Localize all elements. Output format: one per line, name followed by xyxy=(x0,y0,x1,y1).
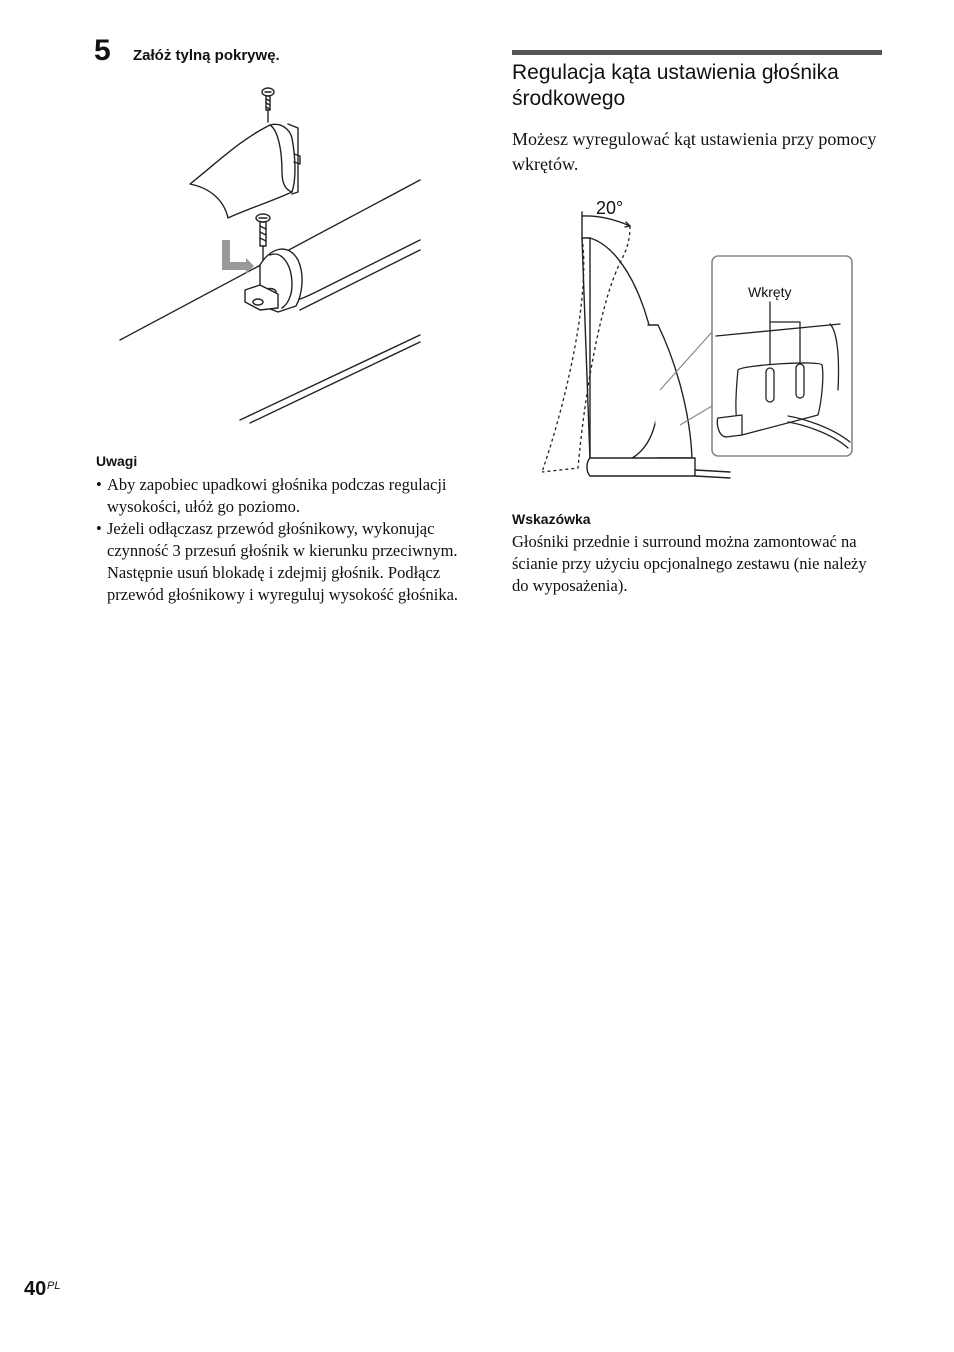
section-intro: Możesz wyregulować kąt ustawienia przy pomocy wkrętów. xyxy=(512,129,877,174)
page-number: 40 xyxy=(24,1278,47,1300)
list-item xyxy=(96,518,476,606)
notes-list xyxy=(96,474,476,606)
bullet: • xyxy=(96,519,102,538)
section-rule xyxy=(512,50,882,55)
tip-body: Głośniki przednie i surround można zamontować na ścianie przy użyciu opcjonalnego zestawu (nie należy do wyposażenia). xyxy=(512,532,867,595)
step-number: 5 xyxy=(94,34,110,67)
angle-label: 20° xyxy=(596,198,624,218)
screws-label: Wkręty xyxy=(748,284,792,300)
page-language-suffix: PL xyxy=(47,1280,61,1292)
screw-top-icon xyxy=(262,88,274,122)
tip-heading: Wskazówka xyxy=(512,511,591,527)
step-instruction: Załóż tylną pokrywę. xyxy=(133,47,280,64)
bullet: • xyxy=(96,475,102,494)
list-item xyxy=(96,474,476,518)
notes-heading: Uwagi xyxy=(96,453,138,469)
arrow-down-right-icon xyxy=(222,240,254,274)
section-title: Regulacja kąta ustawienia głośnika środkowego xyxy=(512,61,839,110)
note-text: Aby zapobiec upadkowi głośnika podczas regulacji wysokości, ułóż go poziomo. xyxy=(107,475,447,516)
rear-cover-part xyxy=(190,124,300,218)
rear-cover-illustration xyxy=(110,80,430,430)
speaker-angle-illustration xyxy=(530,190,860,490)
note-text: Jeżeli odłączasz przewód głośnikowy, wykonując czynność 3 przesuń głośnik w kierunku przeciwnym. Następnie usuń blokadę i zdejmij głośnik. Podłącz przewód głośnikowy i wyreguluj wysokość głośnika. xyxy=(107,519,459,604)
